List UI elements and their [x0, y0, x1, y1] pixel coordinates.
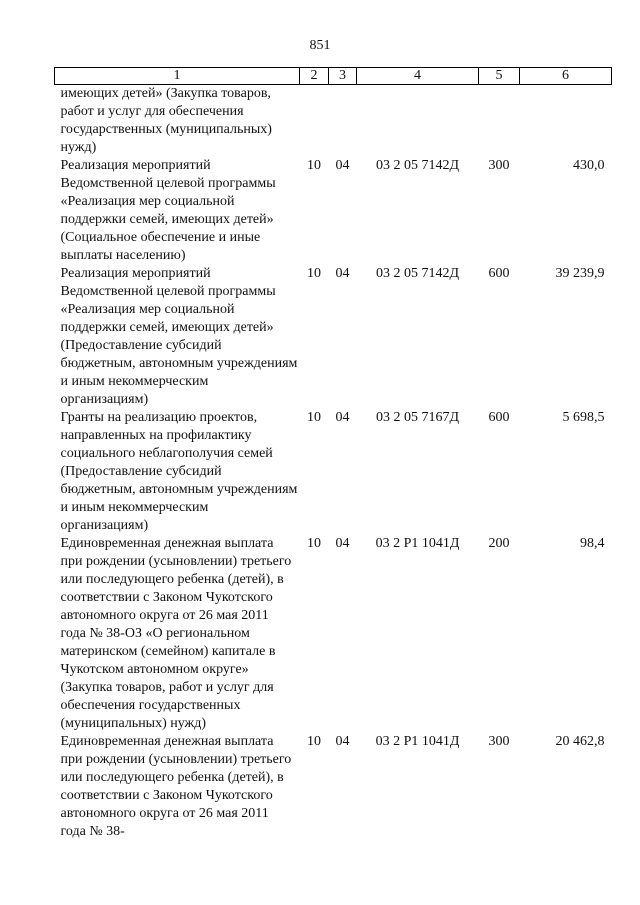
- row-expense-type: 600: [488, 266, 510, 281]
- column-header: 2: [300, 68, 329, 85]
- column-header: 3: [329, 68, 357, 85]
- row-expense-type: 200: [488, 536, 510, 551]
- row-name: имеющих детей» (Закупка товаров, работ и услуг для обеспечения государственных (муниципальных) нужд): [60, 86, 272, 155]
- row-subsection: 04: [335, 734, 350, 749]
- table-row: [55, 157, 612, 265]
- row-subsection: [329, 85, 357, 158]
- row-amount: [520, 85, 612, 158]
- page-number: 851: [309, 38, 331, 53]
- table-header-row: [55, 68, 612, 85]
- row-name: Реализация мероприятий Ведомственной целевой программы «Реализация мер социальной поддержки семей, имеющих детей» (Социальное обеспечение и иные выплаты населению): [60, 158, 276, 263]
- row-name: Гранты на реализацию проектов, направленных на профилактику социального неблагополучия семей (Предоставление субсидий бюджетным, автономным учреждениям и иным некоммерческим организациям): [60, 410, 298, 533]
- table-row: [55, 535, 612, 733]
- row-subsection: 04: [335, 266, 350, 281]
- row-subsection: 04: [335, 536, 350, 551]
- row-subsection: 04: [335, 410, 350, 425]
- row-section: 10: [307, 266, 321, 281]
- row-name: Единовременная денежная выплата при рождении (усыновлении) третьего или последующего ребенка (детей), в соответствии с Законом Чукотского автономного округа от 26 мая 2011 года № 38-: [60, 734, 292, 839]
- budget-table: [54, 67, 612, 841]
- row-amount: 39 239,9: [555, 266, 605, 281]
- row-amount: 98,4: [580, 536, 605, 551]
- row-expense-type: 300: [488, 734, 510, 749]
- row-target-article: 03 2 05 7142Д: [375, 266, 460, 281]
- row-name: Единовременная денежная выплата при рождении (усыновлении) третьего или последующего ребенка (детей), в соответствии с Законом Чукотского автономного округа от 26 мая 2011 года № 38-ОЗ «О региональном материнском (семейном) капитале в Чукотском автономном округе» (Закупка товаров, работ и услуг для обеспечения государственных (муниципальных) нужд): [60, 536, 292, 731]
- row-section: 10: [307, 536, 321, 551]
- row-expense-type: [479, 85, 520, 158]
- table-row: [55, 733, 612, 841]
- row-section: 10: [307, 158, 321, 173]
- row-section: [300, 85, 329, 158]
- column-header: 6: [520, 68, 612, 85]
- table-row: [55, 409, 612, 535]
- row-target-article: 03 2 05 7142Д: [375, 158, 460, 173]
- table-row: [55, 265, 612, 409]
- row-subsection: 04: [335, 158, 350, 173]
- row-section: 10: [307, 410, 321, 425]
- table-row: [55, 85, 612, 158]
- column-header: 5: [479, 68, 520, 85]
- row-name: Реализация мероприятий Ведомственной целевой программы «Реализация мер социальной поддержки семей, имеющих детей» (Предоставление субсидий бюджетным, автономным учреждениям и иным некоммерческим организациям): [60, 266, 298, 407]
- column-header: 4: [357, 68, 479, 85]
- row-amount: 20 462,8: [555, 734, 605, 749]
- row-expense-type: 300: [488, 158, 510, 173]
- column-header: 1: [55, 68, 300, 85]
- row-section: 10: [307, 734, 321, 749]
- row-amount: 430,0: [573, 158, 605, 173]
- row-target-article: 03 2 05 7167Д: [375, 410, 460, 425]
- row-target-article: [357, 85, 479, 158]
- row-target-article: 03 2 P1 1041Д: [375, 536, 460, 551]
- row-expense-type: 600: [488, 410, 510, 425]
- row-target-article: 03 2 P1 1041Д: [375, 734, 460, 749]
- row-amount: 5 698,5: [562, 410, 605, 425]
